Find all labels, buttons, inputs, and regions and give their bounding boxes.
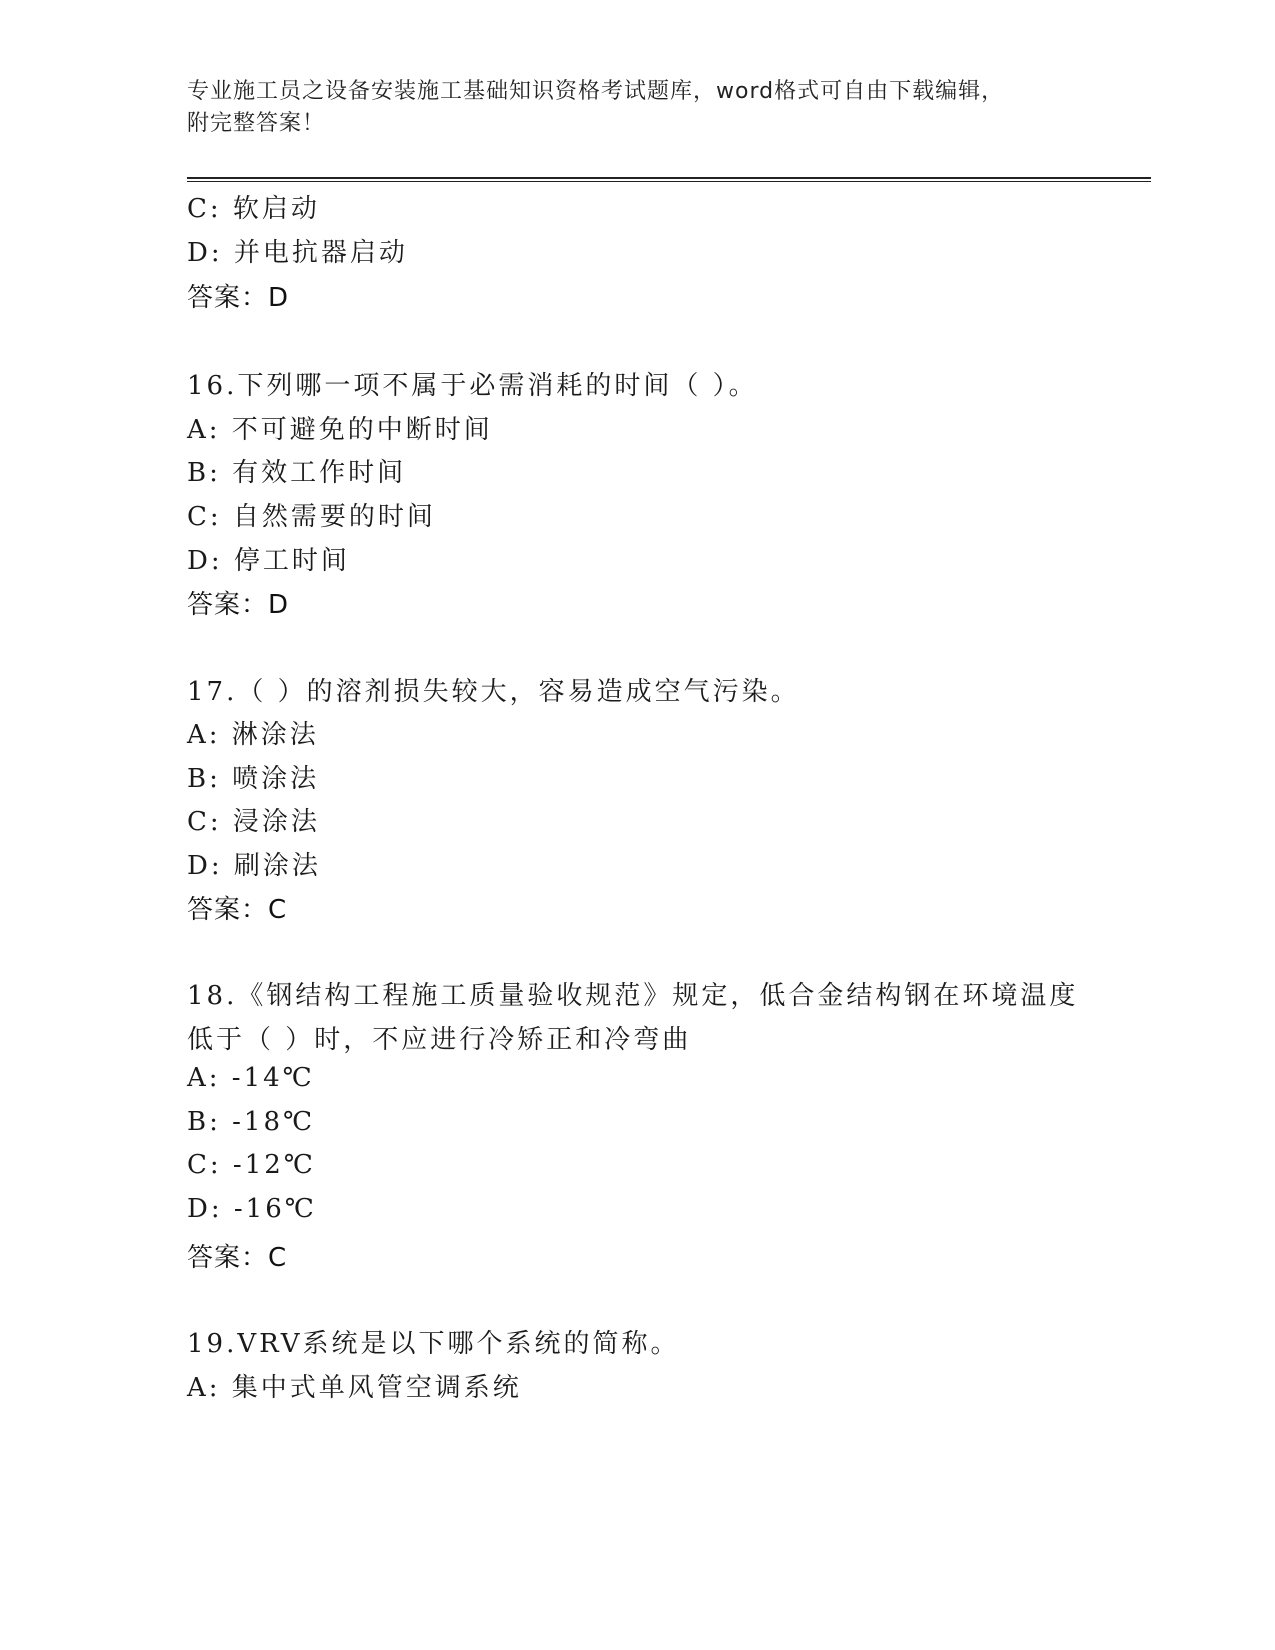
q16-option-b: B: 有效工作时间 (187, 458, 407, 488)
q16-question: 16.下列哪一项不属于必需消耗的时间（ ）。 (187, 371, 758, 401)
q16-option-c: C: 自然需要的时间 (187, 502, 436, 532)
header-line-2: 附完整答案！ (187, 111, 326, 136)
document-header (187, 76, 1067, 140)
q15-answer: 答案：D (187, 283, 290, 313)
q18-question-line-2: 低于（ ）时，不应进行冷矫正和冷弯曲 (187, 1025, 692, 1055)
q16-option-d: D: 停工时间 (187, 546, 350, 576)
q17-question: 17.（ ）的溶剂损失较大，容易造成空气污染。 (187, 677, 800, 707)
q16-option-a: A: 不可避免的中断时间 (187, 415, 493, 445)
q18-option-b: B: -18℃ (187, 1107, 316, 1137)
q19-question: 19.VRV系统是以下哪个系统的简称。 (187, 1329, 680, 1359)
q19-option-a: A: 集中式单风管空调系统 (187, 1373, 522, 1403)
q15-option-c: C: 软启动 (187, 194, 320, 224)
q18-question-line-1: 18.《钢结构工程施工质量验收规范》规定，低合金结构钢在环境温度 (187, 981, 1079, 1011)
header-divider (187, 177, 1151, 182)
q18-option-c: C: -12℃ (187, 1150, 316, 1180)
q17-answer: 答案：C (187, 895, 288, 925)
q18-answer: 答案：C (187, 1243, 288, 1273)
q17-option-a: A: 淋涂法 (187, 720, 319, 750)
q18-option-d: D: -16℃ (187, 1194, 317, 1224)
q17-option-d: D: 刷涂法 (187, 851, 321, 881)
q18-option-a: A: -14℃ (187, 1063, 315, 1093)
q17-option-c: C: 浸涂法 (187, 807, 320, 837)
q17-option-b: B: 喷涂法 (187, 764, 320, 794)
q16-answer: 答案：D (187, 590, 290, 620)
q15-option-d: D: 并电抗器启动 (187, 238, 408, 268)
header-line-1: 专业施工员之设备安装施工基础知识资格考试题库，word格式可自由下载编辑， (187, 79, 1005, 104)
